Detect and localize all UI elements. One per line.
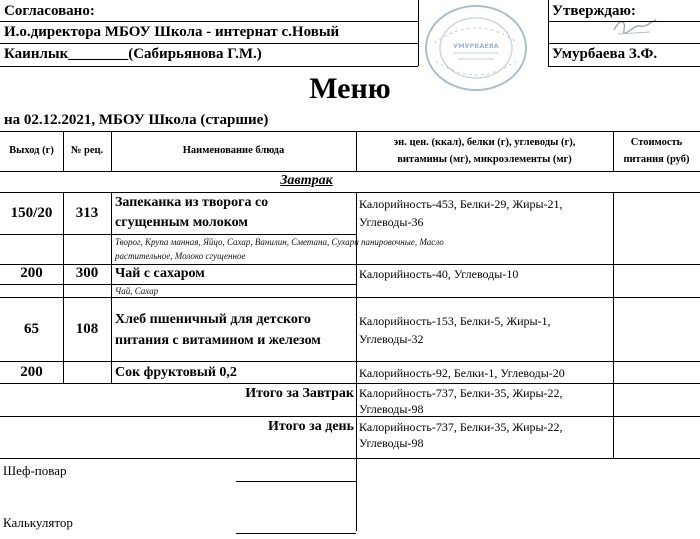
page-title: Меню (309, 72, 391, 105)
item-4-output: 200 (20, 364, 43, 380)
total-breakfast-label: Итого за Завтрак (245, 386, 354, 401)
col-nutrition-header-1: эн. цен. (ккал), белки (г), углеводы (г), (393, 137, 576, 148)
item-2-ingredients: Чай, Сахар (115, 286, 159, 296)
signature-mark (610, 14, 660, 38)
item-3-output: 65 (24, 321, 39, 337)
item-1-recipe: 313 (75, 205, 99, 221)
item-2-output: 200 (20, 265, 43, 281)
approved-line-2: Каинлык________(Сабирьянова Г.М.) (4, 46, 262, 62)
item-1-nutrition-1: Калорийность-453, Белки-29, Жиры-21, (359, 197, 563, 211)
item-1-nutrition-2: Углеводы-36 (359, 215, 424, 229)
item-4-name: Сок фруктовый 0,2 (115, 365, 237, 380)
item-2-recipe: 300 (75, 265, 99, 281)
col-price-header-2: питания (руб) (623, 154, 690, 165)
chef-label: Шеф-повар (3, 463, 67, 478)
item-3-nutrition-2: Углеводы-32 (359, 332, 424, 346)
total-day-nutrition-1: Калорийность-737, Белки-35, Жиры-22, (359, 420, 563, 434)
svg-text:УМУРБАЕВА: УМУРБАЕВА (453, 42, 499, 50)
col-price-header-1: Стоимость (630, 137, 683, 148)
col-recipe-header: № рец. (70, 145, 104, 156)
calculator-label: Калькулятор (3, 515, 73, 530)
col-nutrition-header-2: витамины (мг), микроэлементы (мг) (397, 154, 572, 165)
page-subtitle: на 02.12.2021, МБОУ Школа (старшие) (4, 112, 269, 128)
section-breakfast: Завтрак (280, 173, 333, 188)
confirm-name: Умурбаева З.Ф. (552, 46, 658, 62)
item-1-name-1: Запеканка из творога со (115, 195, 269, 210)
confirm-label: Утверждаю: (552, 3, 636, 19)
item-1-output: 150/20 (10, 205, 53, 221)
item-3-nutrition-1: Калорийность-153, Белки-5, Жиры-1, (359, 314, 551, 328)
approved-label: Согласовано: (4, 3, 95, 19)
total-breakfast-nutrition-1: Калорийность-737, Белки-35, Жиры-22, (359, 386, 563, 400)
item-1-name-2: сгущенным молоком (115, 215, 248, 230)
total-day-label: Итого за день (268, 419, 354, 434)
col-output-header: Выход (г) (9, 145, 54, 156)
item-4-nutrition: Калорийность-92, Белки-1, Углеводы-20 (359, 366, 565, 380)
col-dish-header: Наименование блюда (182, 145, 285, 156)
item-1-ingredients-1: Творог, Крупа манная, Яйцо, Сахар, Ванилин, Сметана, Сухари панировочные, Масло (115, 237, 444, 247)
item-3-name-2: питания с витамином и железом (115, 333, 321, 348)
approved-line-1: И.о.директора МБОУ Школа - интернат с.Новый (4, 24, 340, 40)
total-breakfast-nutrition-2: Углеводы-98 (359, 402, 424, 416)
item-2-name: Чай с сахаром (115, 266, 205, 281)
item-1-ingredients-2: растительное, Молоко сгущенное (115, 251, 246, 261)
total-day-nutrition-2: Углеводы-98 (359, 436, 424, 450)
item-2-nutrition: Калорийность-40, Углеводы-10 (359, 267, 519, 281)
item-3-name-1: Хлеб пшеничный для детского (115, 312, 311, 327)
item-3-recipe: 108 (75, 321, 99, 337)
